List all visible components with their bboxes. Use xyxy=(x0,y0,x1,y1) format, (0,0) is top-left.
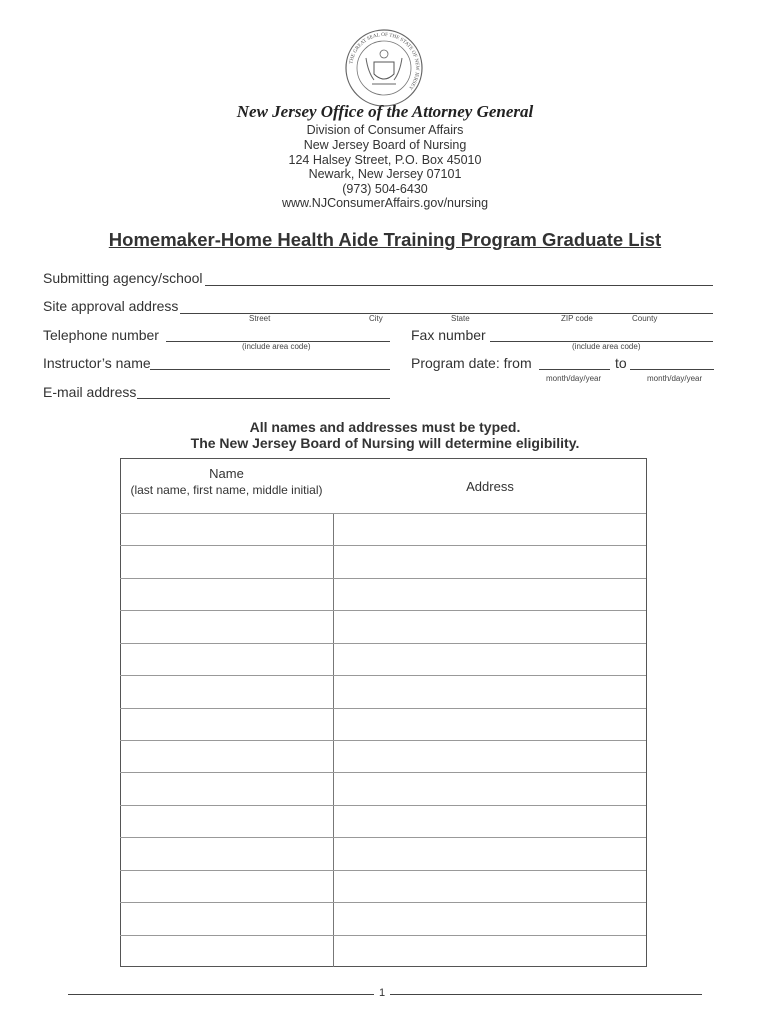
table-row[interactable] xyxy=(120,902,646,903)
footer-rule-left xyxy=(68,994,374,995)
table-row[interactable] xyxy=(120,545,646,546)
footer-rule-right xyxy=(390,994,702,995)
svg-text:THE GREAT SEAL OF THE STATE OF: THE GREAT SEAL OF THE STATE OF NEW JERSEY xyxy=(348,31,421,91)
table-row[interactable] xyxy=(120,740,646,741)
fax-caption: (include area code) xyxy=(572,342,641,351)
page-number: 1 xyxy=(379,987,386,999)
program-date-label: Program date: from xyxy=(411,355,532,371)
table-row[interactable] xyxy=(120,643,646,644)
address-line-division: Division of Consumer Affairs xyxy=(306,123,464,137)
table-row[interactable] xyxy=(120,870,646,871)
agency-name: New Jersey Office of the Attorney General xyxy=(236,102,534,121)
name-column-header: Name xyxy=(209,466,244,481)
site-state-caption: State xyxy=(451,314,470,323)
address-line-website: www.NJConsumerAffairs.gov/nursing xyxy=(281,196,489,210)
address-line-street: 124 Halsey Street, P.O. Box 45010 xyxy=(288,153,482,167)
submitting-agency-field[interactable] xyxy=(205,285,713,286)
table-row[interactable] xyxy=(120,675,646,676)
table-row[interactable] xyxy=(120,578,646,579)
table-row[interactable] xyxy=(120,837,646,838)
submitting-agency-label: Submitting agency/school xyxy=(43,270,203,286)
address-column-header: Address xyxy=(466,479,514,494)
email-label: E-mail address xyxy=(43,384,137,400)
table-row[interactable] xyxy=(120,610,646,611)
fax-label: Fax number xyxy=(411,327,486,343)
address-line-city: Newark, New Jersey 07101 xyxy=(308,167,462,181)
telephone-label: Telephone number xyxy=(43,327,159,343)
typing-notice: All names and addresses must be typed. xyxy=(249,419,521,435)
address-line-phone: (973) 504-6430 xyxy=(342,182,428,196)
date-from-caption: month/day/year xyxy=(546,374,602,383)
telephone-caption: (include area code) xyxy=(242,342,311,351)
site-county-caption: County xyxy=(632,314,658,323)
table-row[interactable] xyxy=(120,935,646,936)
site-zip-caption: ZIP code xyxy=(561,314,593,323)
instructor-field[interactable] xyxy=(150,369,390,370)
eligibility-notice: The New Jersey Board of Nursing will determine eligibility. xyxy=(190,435,580,451)
instructor-label: Instructor’s name xyxy=(43,355,151,371)
program-date-to-field[interactable] xyxy=(630,369,714,370)
email-field[interactable] xyxy=(137,398,390,399)
table-row[interactable] xyxy=(120,513,646,514)
site-street-caption: Street xyxy=(249,314,271,323)
table-row[interactable] xyxy=(120,708,646,709)
form-title: Homemaker-Home Health Aide Training Program Graduate List xyxy=(108,229,662,250)
program-date-to-label: to xyxy=(615,355,627,371)
name-column-subheader: (last name, first name, middle initial) xyxy=(130,483,323,497)
address-line-board: New Jersey Board of Nursing xyxy=(303,138,467,152)
site-address-label: Site approval address xyxy=(43,298,179,314)
state-seal-icon xyxy=(344,28,424,108)
graduate-table xyxy=(120,458,647,967)
table-row[interactable] xyxy=(120,772,646,773)
date-to-caption: month/day/year xyxy=(647,374,703,383)
program-date-from-field[interactable] xyxy=(539,369,610,370)
site-city-caption: City xyxy=(369,314,383,323)
table-row[interactable] xyxy=(120,805,646,806)
